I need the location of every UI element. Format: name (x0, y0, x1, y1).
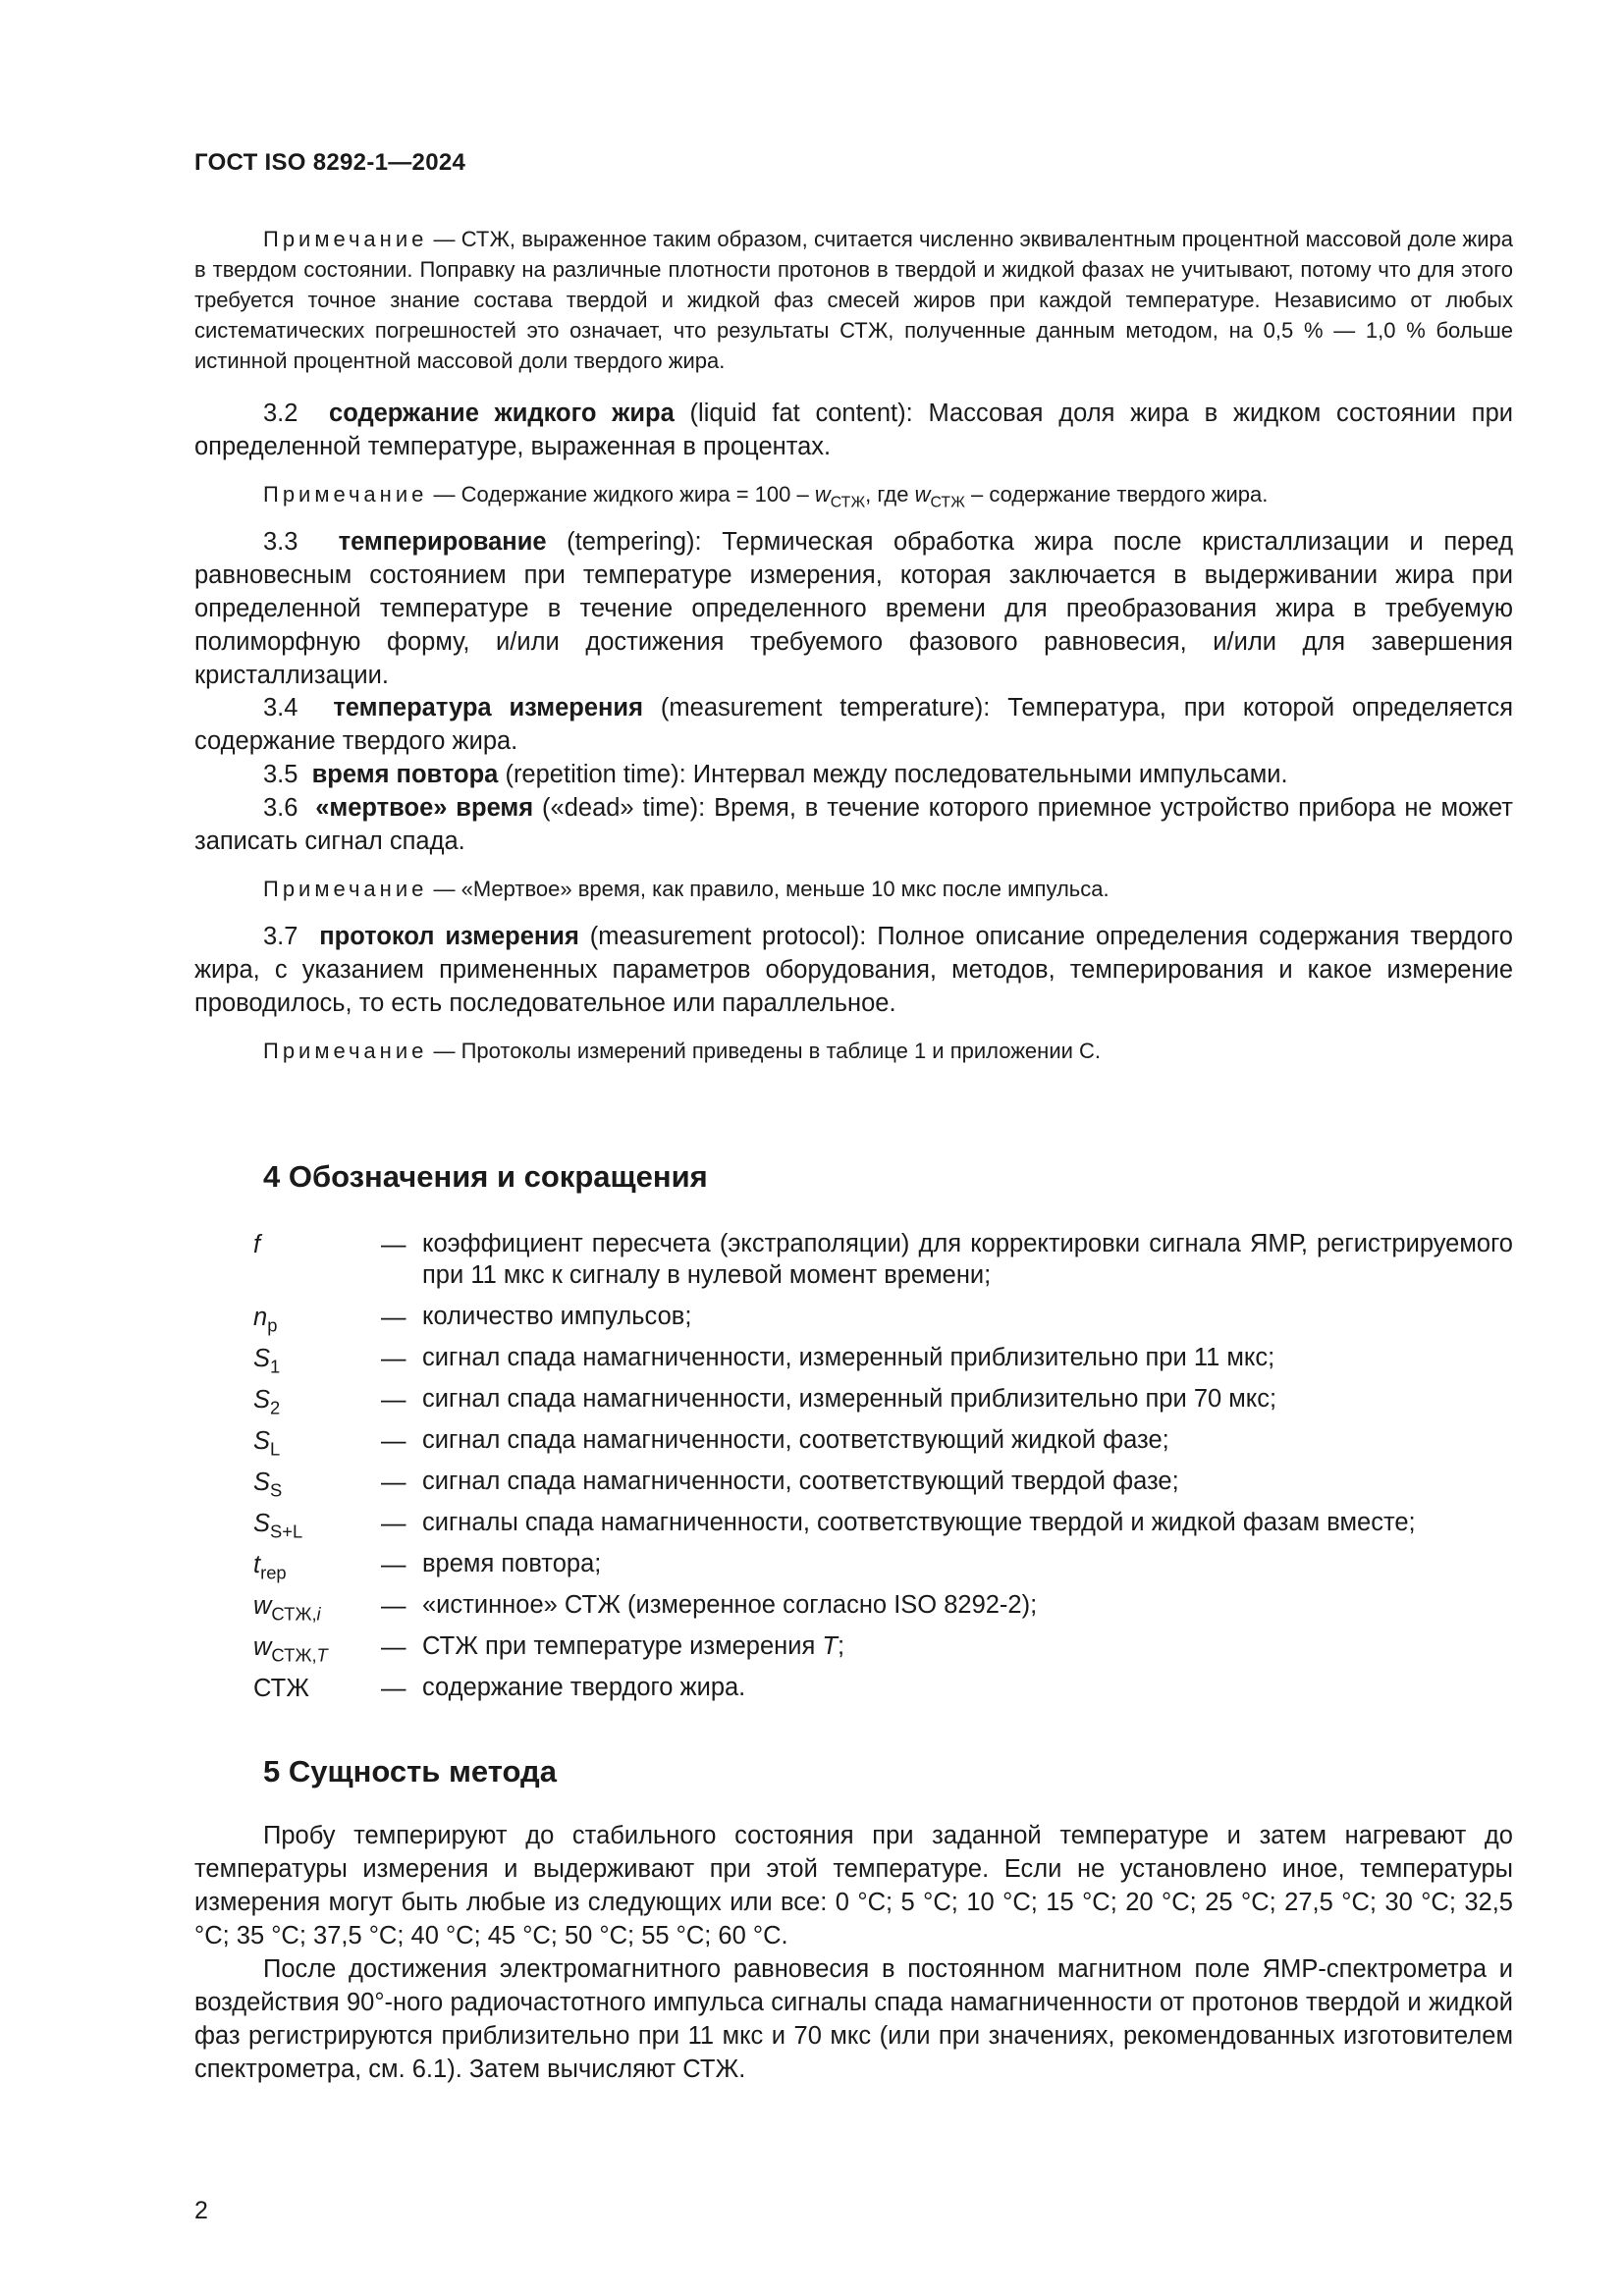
term-name: содержание жидкого жира (329, 400, 675, 427)
term-english: (measurement protocol): (589, 923, 867, 950)
term-english: (liquid fat content): (689, 400, 913, 427)
symbol-dash: — (381, 1427, 406, 1455)
note-block (194, 224, 1513, 376)
term-3-5 (194, 758, 1513, 791)
term-number: 3.2 (263, 400, 298, 427)
note-text: , где (865, 482, 909, 507)
note-block (194, 1036, 1513, 1066)
symbol-description: сигнал спада намагниченности, соответствующий твердой фазе; (422, 1468, 1179, 1495)
symbol-trep: $t_{rep}$ (253, 1551, 287, 1583)
term-definition: Время, в течение которого приемное устройство прибора не может записать сигнал спада. (194, 794, 1513, 855)
symbol-description: количество импульсов; (422, 1303, 692, 1330)
note-text: — Протоколы измерений приведены в таблице 1 и приложении С. (433, 1039, 1102, 1063)
symbol-sl: $S_L$ (253, 1427, 281, 1460)
term-name: протокол измерения (319, 923, 579, 950)
symbol-dash: — (381, 1633, 406, 1661)
symbol-f: f (253, 1231, 261, 1258)
symbol-s1: $S_1$ (253, 1345, 281, 1377)
symbol-ssl: $S_{S+L}$ (253, 1510, 303, 1542)
symbol-ss: $S_S$ (253, 1468, 283, 1501)
symbol-dash: — (381, 1551, 406, 1578)
symbol-description: сигнал спада намагниченности, соответствующий жидкой фазе; (422, 1426, 1169, 1454)
note-text: — «Мертвое» время, как правило, меньше 10 мкс после импульса. (433, 877, 1110, 901)
symbol-subscript: СТЖ (830, 494, 866, 511)
term-english: («dead» time): (542, 794, 706, 822)
symbol-description: СТЖ при температуре измерения T; (422, 1632, 845, 1660)
note-label: Примечание (263, 482, 428, 507)
note-text: — Содержание жидкого жира = 100 – (433, 482, 809, 507)
term-definition: Полное описание определения содержания твердого жира, с указанием примененных параметров оборудования, методов, темперирования и какое измерение проводилось, то есть последовательное или параллельное. (194, 923, 1513, 1017)
section-5-body (194, 1819, 1513, 2086)
note-label: Примечание (263, 877, 428, 901)
term-name: «мертвое» время (315, 794, 534, 822)
term-number: 3.3 (263, 528, 298, 556)
symbol-dash: — (381, 1304, 406, 1331)
document-header: ГОСТ ISO 8292-1—2024 (194, 149, 466, 176)
term-name: температура измерения (333, 694, 643, 721)
symbol-dash: — (381, 1345, 406, 1372)
symbol-description: сигнал спада намагниченности, измеренный приблизительно при 70 мкс; (422, 1385, 1277, 1413)
page-number: 2 (194, 2197, 208, 2224)
term-3-3 (194, 525, 1513, 692)
section-4-heading: 4 Обозначения и сокращения (263, 1159, 708, 1194)
term-number: 3.7 (263, 923, 298, 950)
note-text: — СТЖ, выраженное таким образом, считается численно эквивалентным процентной массовой доле жира в твердом состоянии. Поправку на различные плотности протонов в твердой и жидкой фазах не учитывают, потому что для этого требуется точное знание состава твердой и жидкой фаз смесей жиров при каждой температуре. Независимо от любых систематических погрешностей это означает, что результаты СТЖ, полученные данным методом, на 0,5 % — 1,0 % больше истинной процентной массовой доли твердого жира. (194, 227, 1513, 373)
term-definition: Интервал между последовательными импульсами. (692, 761, 1288, 788)
note-label: Примечание (263, 227, 428, 251)
symbol-dash: — (381, 1592, 406, 1620)
symbol-description: содержание твердого жира. (422, 1674, 746, 1701)
section-5-heading: 5 Сущность метода (263, 1754, 557, 1789)
symbol-dash: — (381, 1468, 406, 1496)
symbol-w-temp: $w_{СТЖ,T}$ (253, 1633, 328, 1666)
symbol-np: $n_p$ (253, 1304, 278, 1336)
note-block (194, 479, 1513, 509)
symbol-description: сигнал спада намагниченности, измеренный приблизительно при 11 мкс; (422, 1344, 1275, 1371)
term-number: 3.4 (263, 694, 298, 721)
paragraph: Пробу темперируют до стабильного состояния при заданной температуре и затем нагревают до температуры измерения и выдерживают при этой температуре. Если не установлено иное, температуры измерения могут быть любые из следующих или все: 0 °C; 5 °C; 10 °C; 15 °C; 20 °C; 25 °C; 27,5 °C; 30 °C; 32,5 °C; 35 °C; 37,5 °C; 40 °C; 45 °C; 50 °C; 55 °C; 60 °C. (194, 1822, 1513, 1949)
term-definition: Температура, при которой определяется содержание твердого жира. (194, 694, 1514, 755)
symbol-dash: — (381, 1510, 406, 1537)
symbol-dash: — (381, 1386, 406, 1414)
symbol-description: коэффициент пересчета (экстраполяции) для корректировки сигнала ЯМР, регистрируемого при 11 мкс к сигналу в нулевой момент времени; (422, 1230, 1513, 1289)
term-number: 3.6 (263, 794, 298, 822)
note-label: Примечание (263, 1039, 428, 1063)
term-english: (tempering): (567, 528, 702, 556)
term-english: (measurement temperature): (660, 694, 991, 721)
symbol-s2: $S_2$ (253, 1386, 281, 1418)
symbol-description: время повтора; (422, 1550, 602, 1577)
term-number: 3.5 (263, 761, 298, 788)
term-3-4 (194, 691, 1513, 758)
note-block (194, 874, 1513, 904)
symbol-subscript: СТЖ (930, 494, 965, 511)
symbol-dash: — (381, 1231, 406, 1258)
paragraph: После достижения электромагнитного равновесия в постоянном магнитном поле ЯМР-спектрометра и воздействия 90°-ного радиочастотного импульса сигналы спада намагниченности от протонов твердой и жидкой фаз регистрируются приблизительно при 11 мкс и 70 мкс (или при значениях, рекомендованных изготовителем спектрометра, см. 6.1). Затем вычисляют СТЖ. (194, 1955, 1513, 2083)
term-3-2 (194, 397, 1513, 463)
term-definition: Термическая обработка жира после кристаллизации и перед равновесным состоянием при температуре измерения, которая заключается в выдерживании жира при определенной температуре в течение определенного времени для преобразования жира в требуемую полиморфную форму, и/или достижения требуемого фазового равновесия, и/или для завершения кристаллизации. (194, 528, 1514, 689)
symbol-w: w (814, 482, 831, 507)
symbol-stzh: СТЖ (253, 1675, 309, 1702)
term-3-6 (194, 791, 1513, 858)
symbol-w-true: $w_{СТЖ,i}$ (253, 1592, 321, 1625)
symbol-dash: — (381, 1675, 406, 1702)
term-name: темперирование (338, 528, 547, 556)
symbol-description: сигналы спада намагниченности, соответствующие твердой и жидкой фазам вместе; (422, 1509, 1416, 1536)
symbol-w: w (914, 482, 931, 507)
symbol-description: «истинное» СТЖ (измеренное согласно ISO 8292-2); (422, 1591, 1038, 1619)
term-definition: Массовая доля жира в жидком состоянии при определенной температуре, выраженная в процентах. (194, 400, 1513, 460)
note-text: – содержание твердого жира. (970, 482, 1269, 507)
term-name: время повтора (311, 761, 499, 788)
term-3-7 (194, 920, 1513, 1020)
term-english: (repetition time): (505, 761, 686, 788)
